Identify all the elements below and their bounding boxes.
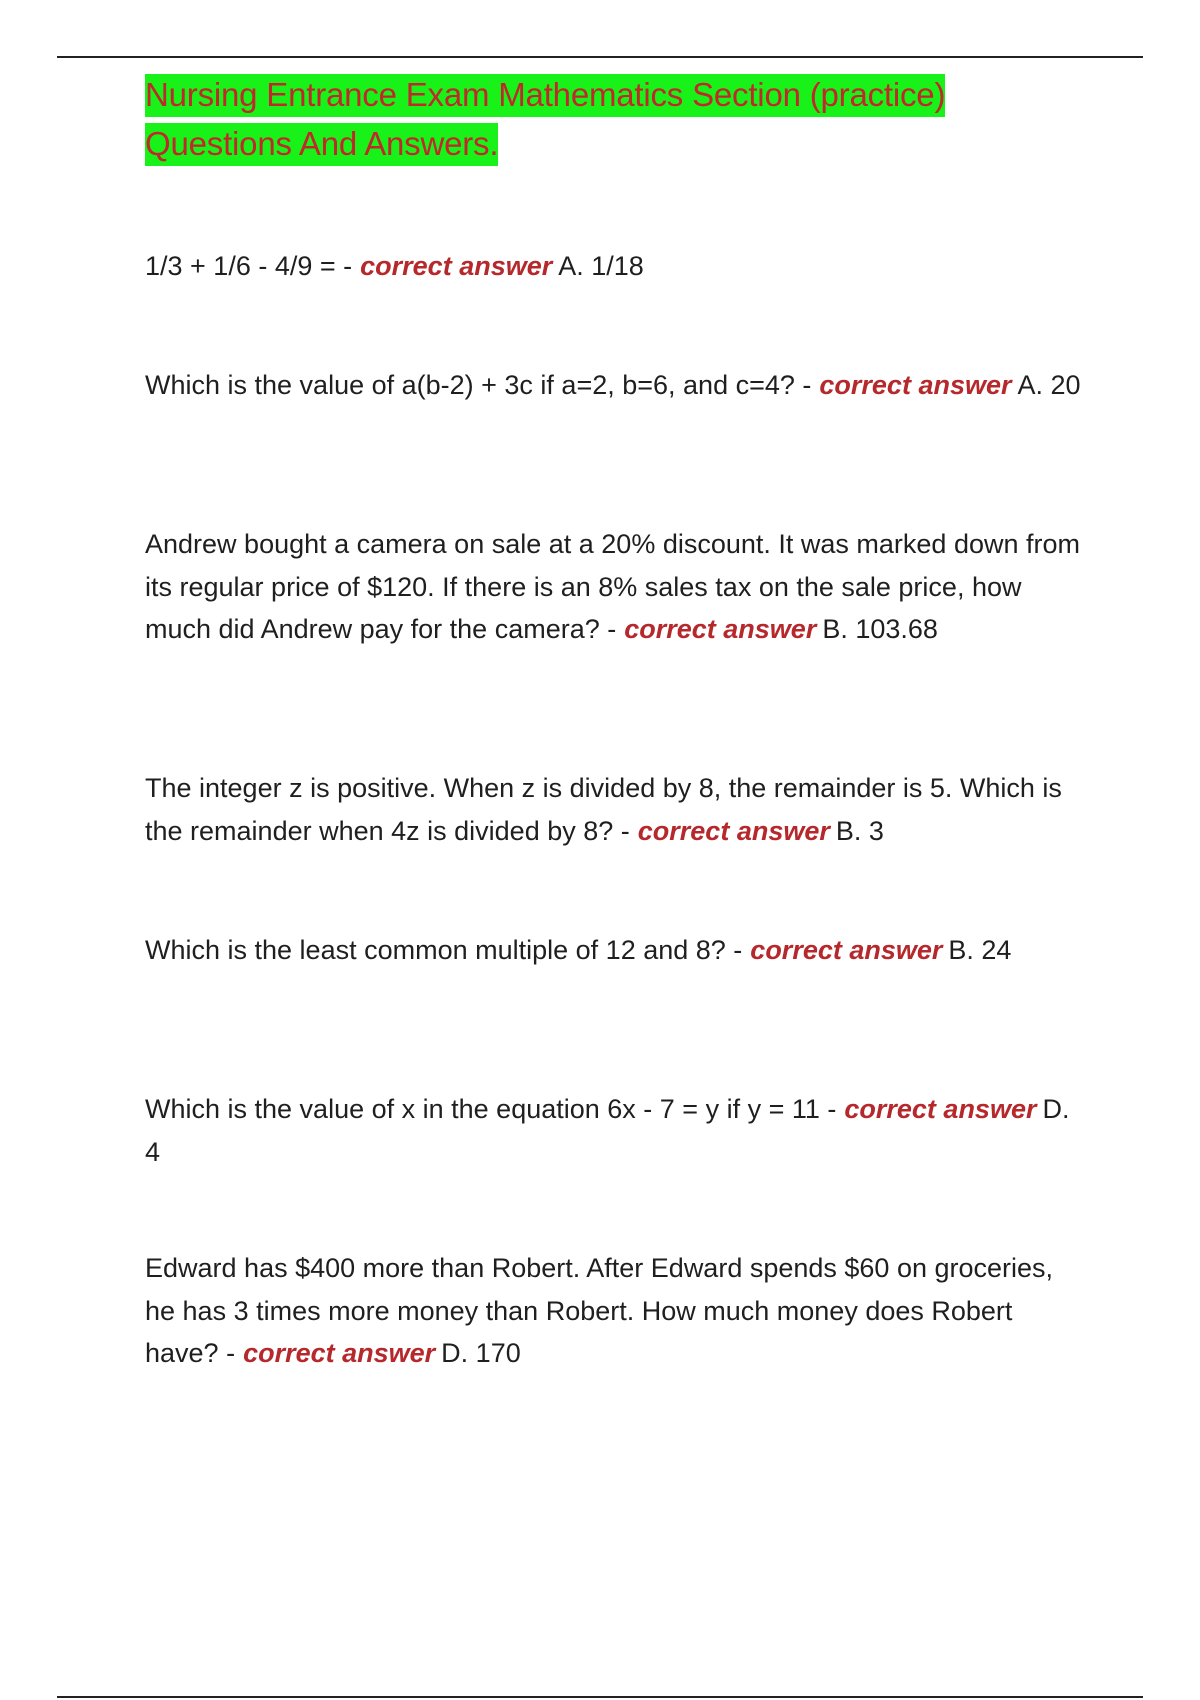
qa-item-1	[145, 245, 1085, 288]
qa-item-5	[145, 929, 1085, 972]
question-text: Edward has $400 more than Robert. After Edward spends $60 on groceries, he has 3 times more money than Robert. How much money does Robert have? -	[145, 1253, 1054, 1368]
answer-text: B. 103.68	[822, 614, 938, 644]
question-text: The integer z is positive. When z is divided by 8, the remainder is 5. Which is the remainder when 4z is divided by 8? -	[145, 773, 1062, 846]
answer-text: A. 20	[1017, 370, 1081, 400]
correct-answer-label: correct answer	[844, 1094, 1037, 1124]
document-title	[145, 70, 1085, 168]
correct-answer-label: correct answer	[750, 935, 943, 965]
question-text: Which is the value of a(b-2) + 3c if a=2, b=6, and c=4? -	[145, 370, 812, 400]
qa-item-6	[145, 1088, 1085, 1173]
answer-text: D. 4	[145, 1094, 1070, 1167]
document-body	[145, 70, 1085, 1368]
correct-answer-label: correct answer	[637, 815, 830, 846]
answer-text: D. 170	[441, 1338, 521, 1368]
document-title-text: Nursing Entrance Exam Mathematics Section (practice) Questions And Answers.	[145, 74, 945, 166]
correct-answer-label: correct answer	[819, 370, 1012, 400]
answer-text: B. 24	[948, 935, 1012, 965]
qa-item-7	[145, 1247, 1085, 1375]
answer-text: A. 1/18	[558, 251, 644, 281]
question-text: Which is the least common multiple of 12 and 8? -	[145, 935, 743, 965]
bottom-rule	[57, 1696, 1143, 1698]
correct-answer-label: correct answer	[243, 1338, 436, 1368]
question-text: 1/3 + 1/6 - 4/9 = -	[145, 251, 353, 281]
question-text: Andrew bought a camera on sale at a 20% discount. It was marked down from its regular price of $120. If there is an 8% sales tax on the sale price, how much did Andrew pay for the camera? -	[145, 529, 1080, 644]
top-rule	[57, 56, 1143, 58]
qa-item-2	[145, 364, 1085, 407]
question-text: Which is the value of x in the equation 6x - 7 = y if y = 11 -	[145, 1094, 837, 1124]
qa-item-3	[145, 523, 1085, 651]
qa-item-4	[145, 767, 1085, 852]
correct-answer-label: correct answer	[624, 614, 817, 644]
answer-text: B. 3	[835, 815, 884, 846]
correct-answer-label: correct answer	[360, 251, 553, 281]
